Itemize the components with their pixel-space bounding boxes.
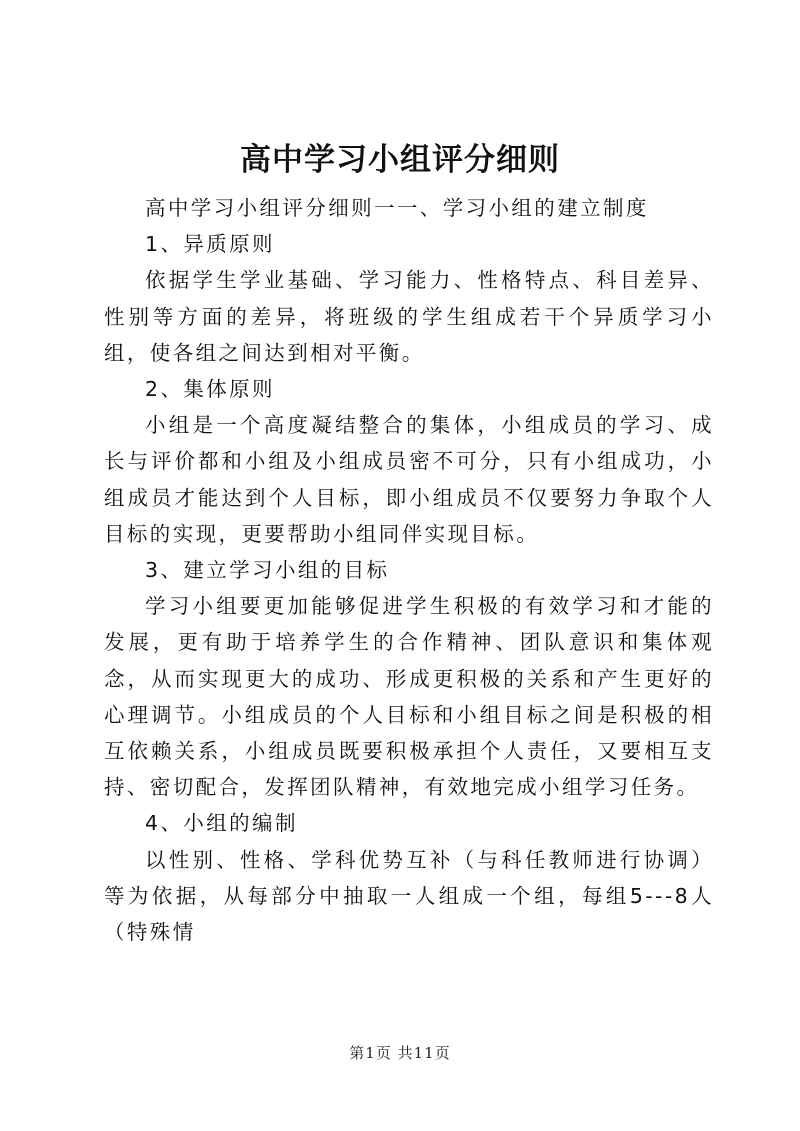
paragraph-intro: 高中学习小组评分细则一一、学习小组的建立制度 [145,196,649,220]
heading-group-goals: 3、建立学习小组的目标 [145,558,390,583]
paragraph-heterogeneity: 依据学生学业基础、学习能力、性格特点、科目差异、性别等方面的差异，将班级的学生组成若干个异质学习小组，使各组之间达到相对平衡。 [104,268,714,365]
page-footer: 第1页 共11页 [349,1044,451,1062]
paragraph-group-goals: 学习小组要更加能够促进学生积极的有效学习和才能的发展，更有助于培养学生的合作精神、团队意识和集体观念，从而实现更大的成功、形成更积极的关系和产生更好的心理调节。小组成员的个人目标和小组目标之间是积极的相互依赖关系，小组成员既要积极承担个人责任，又要相互支持、密切配合，发挥团队精神，有效地完成小组学习任务。 [104,594,714,800]
document-body [104,190,714,950]
heading-collective-principle: 2、集体原则 [145,377,275,402]
paragraph-collective: 小组是一个高度凝结整合的集体，小组成员的学习、成长与评价都和小组及小组成员密不可分，只有小组成功，小组成员才能达到个人目标，即小组成员不仅要努力争取个人目标的实现，更要帮助小组同伴实现目标。 [104,413,714,546]
heading-group-formation: 4、小组的编制 [145,811,298,836]
paragraph-group-formation: 以性别、性格、学科优势互补（与科任教师进行协调）等为依据，从每部分中抽取一人组成一个组，每组5---8人（特殊情 [104,847,714,945]
heading-heterogeneity-principle: 1、异质原则 [145,232,275,257]
document-title: 高中学习小组评分细则 [240,142,560,178]
